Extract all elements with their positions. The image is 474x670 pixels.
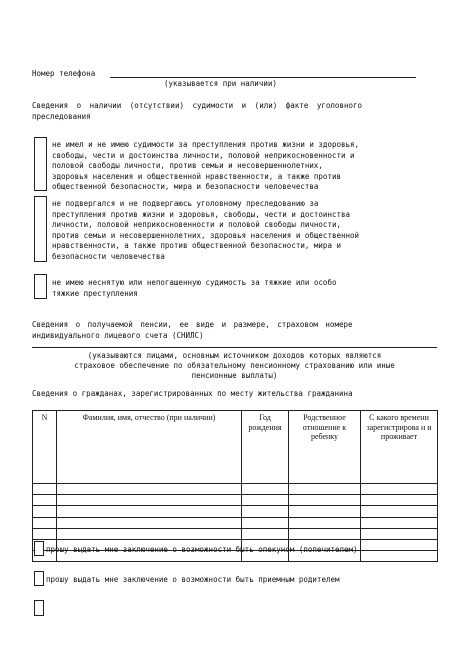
phone-hint: (указывается при наличии) — [164, 79, 277, 88]
table-cell[interactable] — [289, 484, 361, 495]
table-cell[interactable] — [33, 484, 57, 495]
conviction-heading-line2: преследования — [32, 112, 91, 121]
table-cell[interactable] — [361, 517, 438, 528]
table-cell[interactable] — [361, 528, 438, 539]
conviction-option-2-line: против семьи и несовершеннолетних, здоровья населения и общественной — [52, 230, 360, 240]
table-cell[interactable] — [289, 506, 361, 517]
table-cell[interactable] — [289, 528, 361, 539]
table-cell[interactable] — [57, 484, 242, 495]
table-cell[interactable] — [57, 506, 242, 517]
table-cell[interactable] — [33, 517, 57, 528]
table-cell[interactable] — [361, 551, 438, 562]
table-cell[interactable] — [361, 495, 438, 506]
table-cell[interactable] — [242, 506, 289, 517]
conviction-option-3-line: тяжкие преступления — [52, 288, 138, 298]
table-row — [33, 484, 438, 495]
phone-input-line[interactable] — [110, 77, 416, 78]
conviction-option-2-line: нравственности, а также против общественной безопасности, мира и — [52, 241, 341, 250]
table-cell[interactable] — [289, 517, 361, 528]
conviction-option-1-text — [52, 140, 359, 193]
request-foster-parent-checkbox[interactable] — [34, 571, 44, 586]
table-row — [33, 506, 438, 517]
table-cell[interactable] — [33, 506, 57, 517]
table-cell[interactable] — [57, 528, 242, 539]
header-number: N — [33, 411, 57, 484]
conviction-option-2-checkbox[interactable] — [34, 196, 47, 262]
pension-input-line[interactable] — [32, 347, 437, 348]
table-cell[interactable] — [33, 495, 57, 506]
table-cell[interactable] — [361, 539, 438, 550]
conviction-option-2-line: не подвергался и не подвергаюсь уголовному преследованию за — [52, 199, 319, 208]
header-relation: Родственное отношение к ребенку — [289, 411, 361, 484]
residents-table-header-row — [33, 411, 438, 484]
conviction-option-1-line: общественной безопасности, мира и безопасности человечества — [52, 182, 319, 191]
table-cell[interactable] — [33, 528, 57, 539]
table-cell[interactable] — [57, 495, 242, 506]
conviction-option-2-line: преступления против жизни и здоровья, свободы, чести и достоинства — [52, 209, 351, 219]
conviction-option-2-line: безопасности человечества — [52, 251, 165, 261]
table-cell[interactable] — [242, 528, 289, 539]
conviction-option-1-line: свободы, чести и достоинства личности, половой неприкосновенности и — [52, 150, 355, 160]
table-row — [33, 495, 438, 506]
table-row — [33, 528, 438, 539]
table-cell[interactable] — [242, 484, 289, 495]
residents-table — [32, 410, 438, 562]
pension-hint-line2: страховое обеспечение по обязательному пенсионному страхованию или иные — [74, 361, 395, 370]
table-row — [33, 517, 438, 528]
request-foster-parent-text: прошу выдать мне заключение о возможности быть приемным родителем — [46, 575, 340, 584]
phone-label: Номер телефона — [32, 69, 96, 78]
conviction-option-1-line: половой свободы личности, против семьи и несовершеннолетних, — [52, 161, 323, 170]
pension-heading-line2: индивидуального лицевого счета (СНИЛС) — [32, 331, 204, 340]
residents-heading: Сведения о гражданах, зарегистрированных по месту жительства гражданина — [32, 389, 353, 398]
table-cell[interactable] — [361, 484, 438, 495]
header-full-name: Фамилия, имя, отчество (при наличии) — [57, 411, 242, 484]
table-cell[interactable] — [242, 495, 289, 506]
pension-hint-line3: пенсионные выплаты) — [191, 371, 278, 380]
request-guardian-checkbox[interactable] — [34, 541, 44, 556]
conviction-option-3-text — [52, 278, 336, 299]
header-birth-year: Год рождения — [242, 411, 289, 484]
conviction-option-3-line: не имею неснятую или непогашенную судимость за тяжкие или особо — [52, 278, 337, 287]
table-cell[interactable] — [57, 517, 242, 528]
table-cell[interactable] — [361, 506, 438, 517]
table-cell[interactable] — [242, 517, 289, 528]
conviction-option-2-text — [52, 199, 359, 262]
pension-hint-line1: (указываются лицами, основным источником доходов которых являются — [87, 351, 382, 360]
conviction-option-1-checkbox[interactable] — [34, 137, 47, 191]
pension-heading-line1: Сведения о получаемой пенсии, ее виде и размере, страховом номере — [32, 320, 353, 329]
conviction-option-1-line: не имел и не имею судимости за преступления против жизни и здоровья, — [52, 140, 360, 149]
conviction-option-2-line: личности, половой неприкосновенности и половой свободы личности, — [52, 220, 341, 229]
table-cell[interactable] — [289, 495, 361, 506]
header-registered-since: С какого времени зарегистрирова н и проживает — [361, 411, 438, 484]
next-checkbox-partial[interactable] — [34, 600, 44, 616]
conviction-option-1-line: здоровья населения и общественной нравственности, а также против — [52, 171, 341, 181]
conviction-heading-line1: Сведения о наличии (отсутствии) судимости и (или) факте уголовного — [32, 101, 363, 110]
conviction-option-3-checkbox[interactable] — [34, 274, 47, 299]
request-guardian-text: прошу выдать мне заключение о возможности быть опекуном (попечителем) — [46, 545, 358, 554]
